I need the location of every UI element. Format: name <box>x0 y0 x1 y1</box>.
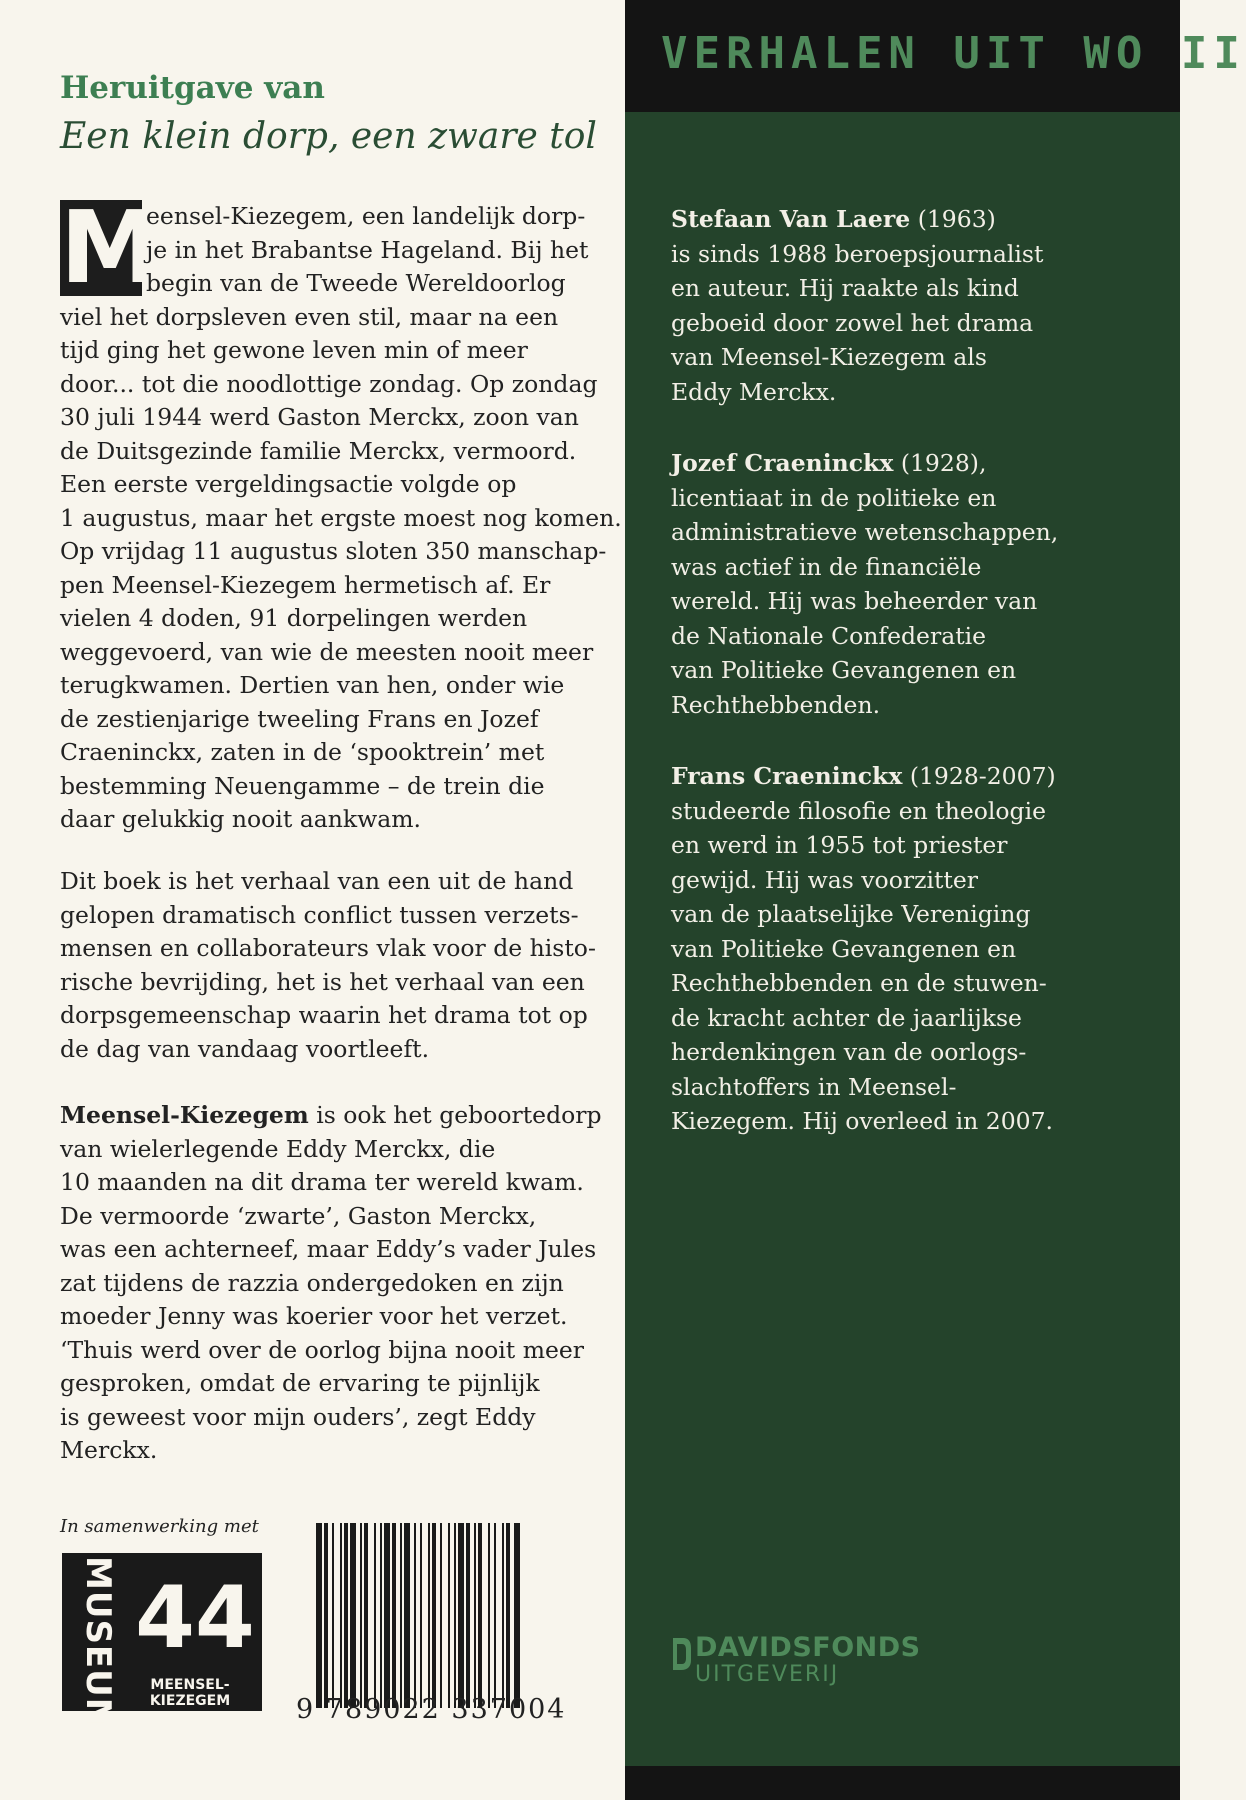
text-line: van de plaatselijke Vereniging <box>671 900 1031 928</box>
museum-word: MUSEUM <box>78 1556 118 1733</box>
collaboration-label: In samenwerking met <box>60 1516 259 1537</box>
text-line: 10 maanden na dit drama ter wereld kwam. <box>60 1168 584 1196</box>
text-line: Dit boek is het verhaal van een uit de hand <box>60 867 574 895</box>
text-line <box>60 1099 605 1133</box>
barcode-icon <box>316 1523 554 1708</box>
author-years: (1928-2007) <box>902 762 1056 790</box>
text-line: was actief in de financiële <box>671 552 982 581</box>
text-line: weggevoerd, van wie de meesten nooit meer <box>60 637 594 666</box>
text-line: van Politieke Gevangenen en <box>671 656 1017 684</box>
bio-jozef-craeninckx <box>671 446 1161 722</box>
text-line: Eddy Merckx. <box>671 377 837 406</box>
text-line: de Nationale Confederatie <box>671 621 987 650</box>
text-line: is geweest voor mijn ouders’, zegt Eddy <box>60 1402 536 1431</box>
author-name: Jozef Craeninckx <box>671 449 894 477</box>
text-line: de kracht achter de jaarlijkse <box>671 1003 1022 1032</box>
text-line: gewijd. Hij was voorzitter <box>671 865 979 894</box>
bio-heading <box>671 446 1161 481</box>
text-line: pen Meensel-Kiezegem hermetisch af. Er <box>60 570 551 599</box>
text-line: De vermoorde ‘zwarte’, Gaston Merckx, <box>60 1201 537 1230</box>
museum-number: 44 <box>135 1568 255 1668</box>
text-line: eensel-Kiezegem, een landelijk dorp- <box>146 202 586 230</box>
text-line: je in het Brabantse Hageland. Bij het <box>146 235 589 264</box>
text-line: door... tot die noodlottige zondag. Op zondag <box>60 369 598 398</box>
text-line: daar gelukkig nooit aankwam. <box>60 805 422 833</box>
text-line: zat tijdens de razzia ondergedoken en zijn <box>60 1268 564 1297</box>
text-fragment: is ook het geboortedorp <box>308 1101 602 1129</box>
text-line: studeerde filosofie en theologie <box>671 796 1047 825</box>
reissue-label: Heruitgave van <box>60 70 325 106</box>
davidsfonds-logo <box>671 1632 931 1692</box>
text-line: herdenkingen van de oorlogs- <box>671 1038 1027 1066</box>
text-line: Rechthebbenden en de stuwen- <box>671 969 1047 997</box>
text-line: terugkwamen. Dertien van hen, onder wie <box>60 671 565 699</box>
text-line: de Duitsgezinde familie Merckx, vermoord. <box>60 436 577 465</box>
text-line: en auteur. Hij raakte als kind <box>671 274 1019 302</box>
bold-term: Meensel-Kiezegem <box>60 1101 309 1129</box>
text-line: licentiaat in de politieke en <box>671 483 997 512</box>
back-cover-right-panel <box>625 0 1246 1800</box>
text-line: van Meensel-Kiezegem als <box>671 343 987 371</box>
text-line: is sinds 1988 beroepsjournalist <box>671 239 1044 268</box>
isbn-digits: 9 789022 337004 <box>296 1694 567 1725</box>
text-line: tijd ging het gewone leven min of meer <box>60 336 528 364</box>
text-line: wereld. Hij was beheerder van <box>671 587 1038 615</box>
text-line: dorpsgemeenschap waarin het drama tot op <box>60 1001 588 1029</box>
text-line: ‘Thuis werd over de oorlog bijna nooit meer <box>60 1335 585 1364</box>
text-line: begin van de Tweede Wereldoorlog <box>146 269 566 297</box>
publisher-name: DAVIDSFONDS <box>695 1632 921 1663</box>
text-line: mensen en collaborateurs vlak voor de histo- <box>60 934 596 962</box>
text-line: viel het dorpsleven even stil, maar na een <box>60 302 559 331</box>
intro-paragraph <box>60 189 622 837</box>
text-line: van wielerlegende Eddy Merckx, die <box>60 1134 496 1163</box>
series-title: VERHALEN UIT WO II <box>661 28 1246 79</box>
bio-heading <box>671 759 1161 794</box>
bio-stefaan-van-laere <box>671 202 1161 409</box>
merckx-paragraph <box>60 1099 605 1468</box>
bio-frans-craeninckx <box>671 759 1161 1139</box>
text-line: rische bevrijding, het is het verhaal van een <box>60 967 585 996</box>
text-line: moeder Jenny was koerier voor het verzet. <box>60 1302 568 1330</box>
reissue-title: Een klein dorp, een zware tol <box>60 116 597 157</box>
text-line: 30 juli 1944 werd Gaston Merckx, zoon van <box>60 403 579 431</box>
museum-44-logo <box>62 1553 262 1733</box>
text-line: bestemming Neuengamme – de trein die <box>60 771 545 800</box>
text-line: Rechthebbenden. <box>671 690 881 719</box>
text-line: Merckx. <box>60 1436 158 1464</box>
text-line: Kiezegem. Hij overleed in 2007. <box>671 1107 1054 1135</box>
text-line: 1 augustus, maar het ergste moest nog komen. <box>60 503 622 532</box>
series-header <box>625 0 1246 112</box>
publisher-sub: UITGEVERIJ <box>695 1662 840 1687</box>
text-line: administratieve wetenschappen, <box>671 518 1059 546</box>
author-name: Stefaan Van Laere <box>671 205 911 233</box>
text-line: en werd in 1955 tot priester <box>671 831 1008 859</box>
text-line: slachtoffers in Meensel- <box>671 1072 957 1101</box>
text-line: Op vrijdag 11 augustus sloten 350 manschap- <box>60 537 607 565</box>
museum-place: MEENSEL-KIEZEGEM <box>149 1677 231 1709</box>
dropcap-letter: M <box>60 189 160 306</box>
text-line: Een eerste vergeldingsactie volgde op <box>60 470 517 498</box>
bio-heading <box>671 202 1161 237</box>
text-line: gelopen dramatisch conflict tussen verzets- <box>60 900 579 929</box>
davidsfonds-mark-icon <box>671 1636 693 1672</box>
text-line: geboeid door zowel het drama <box>671 308 1034 337</box>
author-years: (1928), <box>893 449 987 477</box>
text-line: de dag van vandaag voortleeft. <box>60 1034 430 1063</box>
author-years: (1963) <box>910 205 996 233</box>
text-line: van Politieke Gevangenen en <box>671 934 1017 963</box>
story-paragraph <box>60 865 605 1066</box>
text-line: de zestienjarige tweeling Frans en Jozef <box>60 704 539 733</box>
text-line: gesproken, omdat de ervaring te pijnlijk <box>60 1369 540 1397</box>
text-line: was een achterneef, maar Eddy’s vader Jules <box>60 1235 597 1263</box>
author-name: Frans Craeninckx <box>671 762 903 790</box>
text-line: Craeninckx, zaten in de ‘spooktrein’ met <box>60 738 545 766</box>
text-line: vielen 4 doden, 91 dorpelingen werden <box>60 604 528 632</box>
bottom-band <box>625 1766 1180 1800</box>
